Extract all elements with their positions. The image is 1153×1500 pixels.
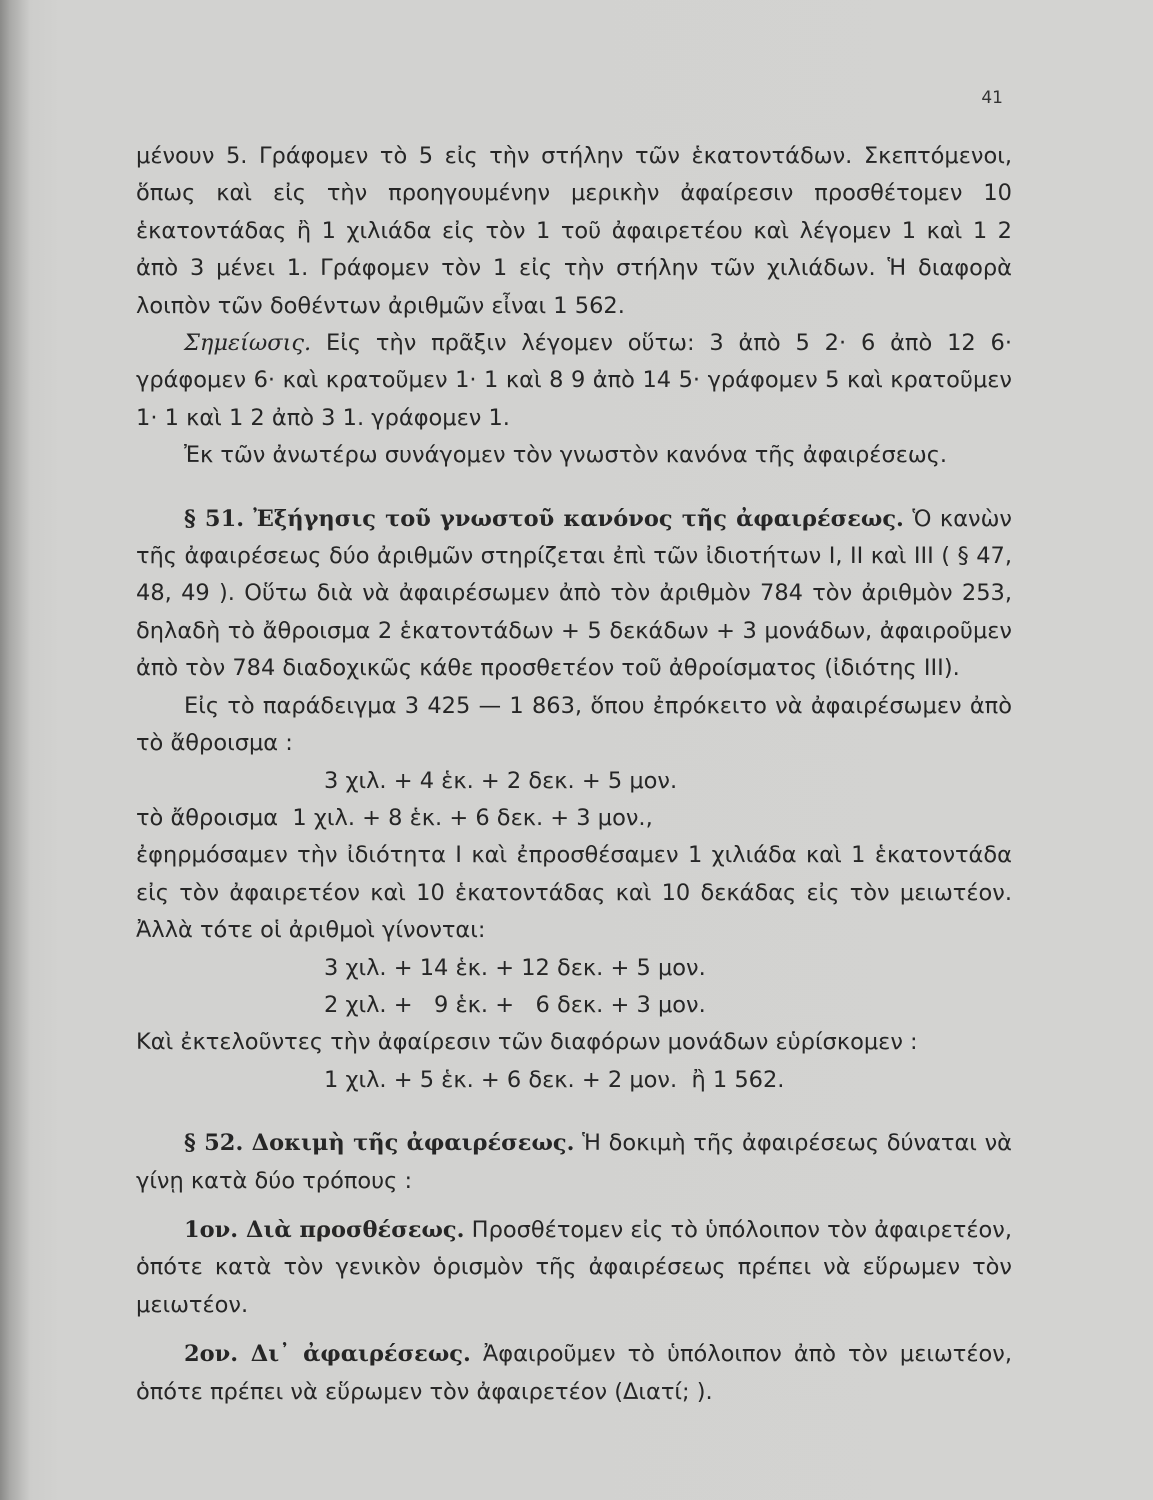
method-1-title: 1ον. Διὰ προσθέσεως. — [184, 1216, 465, 1243]
note-label: Σημείωσις. — [184, 330, 312, 357]
method-2 — [136, 1336, 1012, 1411]
paragraph-rule-conclusion: Ἐκ τῶν ἀνωτέρω συνάγομεν τὸν γνωστὸν κανόνα τῆς ἀφαιρέσεως. — [184, 442, 948, 469]
note-text: Εἰς τὴν πρᾶξιν λέγομεν οὕτω: 3 ἀπὸ 5 2· 6 ἀπὸ 12 6· γράφομεν 6· καὶ κρατοῦμεν 1· 1 καὶ 8 9 ἀπὸ 14 5· γράφομεν 5 καὶ κρατοῦμεν 1· 1 καὶ 1 2 ἀπὸ 3 1. γράφομεν 1. — [136, 330, 1013, 431]
section-51-title: § 51. Ἐξήγησις τοῦ γνωστοῦ κανόνος τῆς ἀφαιρέσεως. — [184, 505, 904, 532]
paragraph-note — [136, 325, 1012, 437]
paragraph-property-applied: ἐφηρμόσαμεν τὴν ἰδιότητα I καὶ ἐπροσθέσαμεν 1 χιλιάδα καὶ 1 ἑκατοντάδα εἰς τὸν ἀφαιρετέον καὶ 10 ἑκατοντάδας καὶ 10 δεκάδας εἰς τὸν μειωτέον. Ἀλλὰ τότε οἱ ἀριθμοὶ γίνονται: — [136, 842, 1012, 944]
equation-new-minuend: 3 χιλ. + 14 ἑκ. + 12 δεκ. + 5 μον. — [324, 954, 706, 981]
section-51-text: Ὁ κανὼν τῆς ἀφαιρέσεως δύο ἀριθμῶν στηρίζεται ἐπὶ τῶν ἰδιοτήτων I, II καὶ III ( § 47, 48, 49 ). Οὕτω διὰ νὰ ἀφαιρέσωμεν ἀπὸ τὸν ἀριθμὸν 784 τὸν ἀριθμὸν 253, δηλαδὴ τὸ ἄθροισμα 2 ἑκατοντάδων + 5 δεκάδων + 3 μονάδων, ἀφαιροῦμεν ἀπὸ τὸν 784 διαδοχικῶς κάθε προσθετέον τοῦ ἀθροίσματος (ἰδιότης III). — [136, 505, 1013, 682]
equation-minuend: 3 χιλ. + 4 ἑκ. + 2 δεκ. + 5 μον. — [324, 767, 678, 794]
equation-subtrahend: τὸ ἄθροισμα 1 χιλ. + 8 ἑκ. + 6 δεκ. + 3 μον., — [136, 804, 653, 831]
page-number: 41 — [981, 88, 1003, 108]
method-1-text: Προσθέτομεν εἰς τὸ ὑπόλοιπον τὸν ἀφαιρετέον, ὁπότε κατὰ τὸν γενικὸν ὁρισμὸν τῆς ἀφαιρέσεως πρέπει νὰ εὕρωμεν τὸν μειωτέον. — [136, 1216, 1012, 1318]
method-2-text: Ἀφαιροῦμεν τὸ ὑπόλοιπον ἀπὸ τὸν μειωτέον, ὁπότε πρέπει νὰ εὕρωμεν τὸν ἀφαιρετέον (Διατί; ). — [136, 1341, 1013, 1405]
method-2-title: 2ον. Δι᾽ ἀφαιρέσεως. — [184, 1341, 471, 1368]
page-body — [136, 138, 1012, 1411]
equation-new-subtrahend: 2 χιλ. + 9 ἑκ. + 6 δεκ. + 3 μον. — [324, 991, 706, 1018]
method-1 — [136, 1212, 1012, 1324]
paragraph-example: Εἰς τὸ παράδειγμα 3 425 — 1 863, ὅπου ἐπρόκειτο νὰ ἀφαιρέσωμεν ἀπὸ τὸ ἄθροισμα : — [136, 692, 1012, 757]
paragraph-subtraction-continued: μένουν 5. Γράφομεν τὸ 5 εἰς τὴν στήλην τῶν ἑκατοντάδων. Σκεπτόμενοι, ὅπως καὶ εἰς τὴν προηγουμένην μερικὴν ἀφαίρεσιν προσθέτομεν 10 ἑκατοντάδας ἢ 1 χιλιάδα εἰς τὸν 1 τοῦ ἀφαιρετέου καὶ λέγομεν 1 καὶ 1 2 ἀπὸ 3 μένει 1. Γράφομεν τὸν 1 εἰς τὴν στήλην τῶν χιλιάδων. Ἡ διαφορὰ λοιπὸν τῶν δοθέντων ἀριθμῶν εἶναι 1 562. — [136, 143, 1012, 319]
paragraph-execution: Καὶ ἐκτελοῦντες τὴν ἀφαίρεσιν τῶν διαφόρων μονάδων εὑρίσκομεν : — [136, 1029, 918, 1056]
section-52-text: Ἡ δοκιμὴ τῆς ἀφαιρέσεως δύναται νὰ γίνῃ κατὰ δύο τρόπους : — [136, 1130, 1012, 1194]
section-51 — [136, 501, 1012, 688]
equation-result: 1 χιλ. + 5 ἑκ. + 6 δεκ. + 2 μον. ἢ 1 562. — [324, 1066, 785, 1093]
section-52-title: § 52. Δοκιμὴ τῆς ἀφαιρέσεως. — [184, 1130, 575, 1157]
section-52 — [136, 1125, 1012, 1200]
